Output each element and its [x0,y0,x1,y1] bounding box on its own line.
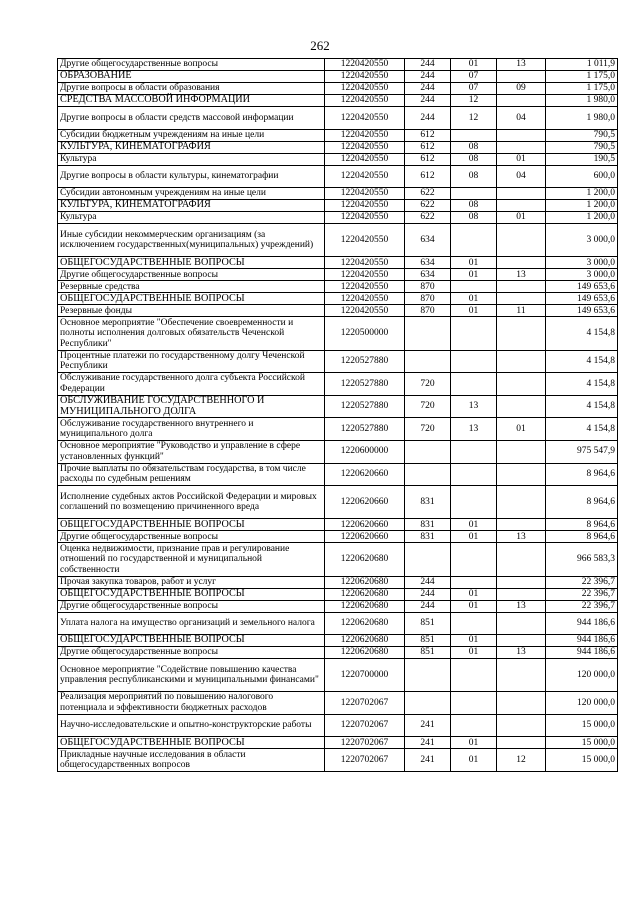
row-section: 07 [451,83,497,95]
row-expense-type: 622 [405,200,451,212]
row-subsection [497,519,546,531]
row-subsection: 12 [497,749,546,772]
row-name: Другие общегосударственные вопросы [58,600,325,612]
row-target-code: 1220620680 [325,600,405,612]
row-name: Другие вопросы в области средств массовой информации [58,107,325,130]
row-amount: 790,5 [546,141,618,153]
row-section [451,350,497,373]
row-target-code: 1220420550 [325,95,405,107]
row-target-code: 1220620660 [325,486,405,519]
table-row [58,543,618,576]
row-subsection: 09 [497,83,546,95]
row-name: Реализация мероприятий по повышению налогового потенциала и эффективности бюджетных расходов [58,692,325,715]
row-subsection [497,635,546,647]
row-section: 07 [451,71,497,83]
row-expense-type: 241 [405,737,451,749]
row-expense-type: 720 [405,418,451,441]
row-target-code: 1220420550 [325,153,405,165]
row-target-code: 1220420550 [325,188,405,200]
row-subsection [497,659,546,692]
row-subsection [497,257,546,269]
row-amount: 3 000,0 [546,224,618,257]
row-target-code: 1220420550 [325,257,405,269]
row-amount: 1 200,0 [546,188,618,200]
row-section: 12 [451,107,497,130]
row-amount: 1 011,9 [546,59,618,71]
row-section [451,543,497,576]
table-row [58,588,618,600]
row-subsection: 13 [497,531,546,543]
row-name: Прикладные научные исследования в области общегосударственных вопросов [58,749,325,772]
row-expense-type: 244 [405,576,451,588]
row-section: 01 [451,749,497,772]
row-section [451,659,497,692]
row-name: КУЛЬТУРА, КИНЕМАТОГРАФИЯ [58,200,325,212]
row-expense-type: 831 [405,486,451,519]
row-expense-type: 870 [405,293,451,305]
table-row [58,418,618,441]
table-row [58,659,618,692]
table-row [58,463,618,486]
row-subsection [497,737,546,749]
table-row [58,257,618,269]
row-target-code: 1220420550 [325,59,405,71]
row-section [451,188,497,200]
row-name: Уплата налога на имущество организаций и земельного налога [58,612,325,635]
row-expense-type: 244 [405,588,451,600]
table-row [58,600,618,612]
row-name: Процентные платежи по государственному долгу Чеченской Республики [58,350,325,373]
row-section [451,373,497,396]
row-name: Основное мероприятие "Содействие повышению качества управления республиканскими и муниципальными финансами" [58,659,325,692]
row-target-code: 1220702067 [325,714,405,737]
row-subsection [497,395,546,418]
row-amount: 8 964,6 [546,519,618,531]
row-target-code: 1220527880 [325,350,405,373]
row-section: 01 [451,531,497,543]
row-name: Другие вопросы в области культуры, кинематографии [58,165,325,188]
table-row [58,71,618,83]
row-target-code: 1220702067 [325,737,405,749]
row-expense-type: 831 [405,519,451,531]
row-amount: 190,5 [546,153,618,165]
row-target-code: 1220420550 [325,107,405,130]
row-name: ОБЩЕГОСУДАРСТВЕННЫЕ ВОПРОСЫ [58,588,325,600]
table-row [58,486,618,519]
row-name: ОБЩЕГОСУДАРСТВЕННЫЕ ВОПРОСЫ [58,519,325,531]
row-amount: 1 980,0 [546,107,618,130]
row-expense-type: 720 [405,395,451,418]
row-target-code: 1220620680 [325,576,405,588]
row-subsection [497,714,546,737]
row-section: 01 [451,519,497,531]
row-section: 13 [451,395,497,418]
row-subsection [497,317,546,350]
row-subsection: 01 [497,418,546,441]
table-row [58,519,618,531]
row-target-code: 1220620660 [325,463,405,486]
row-section: 01 [451,59,497,71]
row-target-code: 1220620680 [325,543,405,576]
table-row [58,153,618,165]
row-amount: 4 154,8 [546,373,618,396]
table-row [58,576,618,588]
table-row [58,129,618,141]
row-subsection: 01 [497,153,546,165]
row-target-code: 1220500000 [325,317,405,350]
row-subsection [497,576,546,588]
row-name: ОБЩЕГОСУДАРСТВЕННЫЕ ВОПРОСЫ [58,635,325,647]
row-expense-type [405,440,451,463]
table-row [58,293,618,305]
row-subsection: 04 [497,165,546,188]
row-name: ОБЩЕГОСУДАРСТВЕННЫЕ ВОПРОСЫ [58,257,325,269]
row-subsection [497,141,546,153]
row-section: 01 [451,305,497,317]
row-name: Основное мероприятие "Обеспечение своевременности и полноты исполнения долговых обязательств Чеченской Республики" [58,317,325,350]
row-target-code: 1220420550 [325,141,405,153]
row-amount: 22 396,7 [546,588,618,600]
row-name: КУЛЬТУРА, КИНЕМАТОГРАФИЯ [58,141,325,153]
row-section [451,463,497,486]
row-amount: 1 175,0 [546,83,618,95]
row-target-code: 1220420550 [325,165,405,188]
row-name: Другие общегосударственные вопросы [58,531,325,543]
row-section [451,317,497,350]
table-row [58,692,618,715]
row-section: 08 [451,212,497,224]
row-subsection [497,200,546,212]
row-name: Резервные фонды [58,305,325,317]
table-row [58,350,618,373]
row-section: 13 [451,418,497,441]
row-section [451,486,497,519]
row-amount: 1 980,0 [546,95,618,107]
row-subsection [497,373,546,396]
row-amount: 1 200,0 [546,200,618,212]
row-target-code: 1220527880 [325,418,405,441]
table-row [58,269,618,281]
row-section: 01 [451,269,497,281]
table-row [58,141,618,153]
row-target-code: 1220620680 [325,647,405,659]
row-amount: 149 653,6 [546,281,618,293]
row-amount: 975 547,9 [546,440,618,463]
row-name: Исполнение судебных актов Российской Федерации и мировых соглашений по возмещению причиненного вреда [58,486,325,519]
table-row [58,612,618,635]
row-target-code: 1220420550 [325,129,405,141]
row-section [451,612,497,635]
row-expense-type: 851 [405,647,451,659]
row-subsection [497,188,546,200]
row-expense-type: 244 [405,59,451,71]
table-row [58,395,618,418]
row-subsection: 13 [497,59,546,71]
row-section: 01 [451,647,497,659]
row-name: Культура [58,212,325,224]
row-subsection [497,71,546,83]
row-subsection [497,486,546,519]
row-target-code: 1220702067 [325,749,405,772]
row-name: ОБСЛУЖИВАНИЕ ГОСУДАРСТВЕННОГО И МУНИЦИПАЛЬНОГО ДОЛГА [58,395,325,418]
row-expense-type: 870 [405,305,451,317]
row-target-code: 1220420550 [325,293,405,305]
row-subsection [497,95,546,107]
row-target-code: 1220620660 [325,519,405,531]
row-expense-type: 634 [405,257,451,269]
row-expense-type [405,659,451,692]
row-name: Оценка недвижимости, признание прав и регулирование отношений по государственной и муниципальной собственности [58,543,325,576]
row-expense-type: 831 [405,531,451,543]
row-amount: 22 396,7 [546,600,618,612]
row-target-code: 1220620680 [325,635,405,647]
row-amount: 149 653,6 [546,305,618,317]
row-amount: 600,0 [546,165,618,188]
row-expense-type: 612 [405,141,451,153]
row-subsection [497,281,546,293]
row-name: ОБЩЕГОСУДАРСТВЕННЫЕ ВОПРОСЫ [58,737,325,749]
row-target-code: 1220700000 [325,659,405,692]
row-name: Культура [58,153,325,165]
row-expense-type: 244 [405,83,451,95]
row-expense-type: 634 [405,224,451,257]
row-subsection: 11 [497,305,546,317]
row-expense-type: 622 [405,212,451,224]
row-subsection: 01 [497,212,546,224]
row-amount: 149 653,6 [546,293,618,305]
row-expense-type: 244 [405,107,451,130]
table-row [58,165,618,188]
row-target-code: 1220420550 [325,305,405,317]
row-name: Прочая закупка товаров, работ и услуг [58,576,325,588]
row-amount: 22 396,7 [546,576,618,588]
row-name: Другие общегосударственные вопросы [58,647,325,659]
row-name: Обслуживание государственного внутреннего и муниципального долга [58,418,325,441]
row-section [451,224,497,257]
row-name: Иные субсидии некоммерческим организациям (за исключением государственных(муниципальных) учреждений) [58,224,325,257]
row-section [451,129,497,141]
row-section [451,714,497,737]
row-name: Другие общегосударственные вопросы [58,59,325,71]
row-amount: 944 186,6 [546,635,618,647]
page-number: 262 [310,38,330,53]
table-row [58,107,618,130]
row-amount: 120 000,0 [546,659,618,692]
budget-table [57,58,618,772]
table-row [58,317,618,350]
row-amount: 4 154,8 [546,395,618,418]
row-name: Научно-исследовательские и опытно-конструкторские работы [58,714,325,737]
row-amount: 944 186,6 [546,612,618,635]
row-amount: 8 964,6 [546,463,618,486]
table-row [58,83,618,95]
row-section: 01 [451,293,497,305]
row-name: Обслуживание государственного долга субъекта Российской Федерации [58,373,325,396]
row-amount: 4 154,8 [546,317,618,350]
row-target-code: 1220620680 [325,612,405,635]
row-section: 08 [451,200,497,212]
row-subsection [497,129,546,141]
row-amount: 8 964,6 [546,531,618,543]
table-row [58,714,618,737]
row-amount: 4 154,8 [546,350,618,373]
row-target-code: 1220420550 [325,224,405,257]
row-section: 01 [451,588,497,600]
row-name: Основное мероприятие "Руководство и управление в сфере установленных функций" [58,440,325,463]
row-name: ОБЩЕГОСУДАРСТВЕННЫЕ ВОПРОСЫ [58,293,325,305]
row-expense-type: 851 [405,635,451,647]
table-row [58,373,618,396]
row-target-code: 1220527880 [325,373,405,396]
table-row [58,212,618,224]
row-expense-type [405,463,451,486]
row-section: 08 [451,165,497,188]
table-row [58,749,618,772]
row-expense-type: 870 [405,281,451,293]
row-name: Другие общегосударственные вопросы [58,269,325,281]
table-row [58,737,618,749]
row-subsection: 13 [497,269,546,281]
row-amount: 1 175,0 [546,71,618,83]
row-section: 01 [451,257,497,269]
row-subsection [497,350,546,373]
row-amount: 3 000,0 [546,269,618,281]
row-section: 01 [451,737,497,749]
row-expense-type [405,543,451,576]
row-section: 01 [451,635,497,647]
budget-table-body [58,59,618,772]
row-amount: 15 000,0 [546,714,618,737]
row-expense-type: 244 [405,600,451,612]
row-expense-type: 244 [405,71,451,83]
row-amount: 4 154,8 [546,418,618,441]
row-expense-type: 612 [405,129,451,141]
row-expense-type: 241 [405,714,451,737]
row-target-code: 1220420550 [325,212,405,224]
row-expense-type [405,350,451,373]
table-row [58,281,618,293]
table-row [58,531,618,543]
row-subsection [497,692,546,715]
row-target-code: 1220702067 [325,692,405,715]
row-amount: 1 200,0 [546,212,618,224]
row-name: Субсидии бюджетным учреждениям на иные цели [58,129,325,141]
row-subsection [497,463,546,486]
row-name: Прочие выплаты по обязательствам государства, в том числе расходы по судебным решениям [58,463,325,486]
row-expense-type: 241 [405,749,451,772]
row-expense-type: 244 [405,95,451,107]
row-name: Субсидии автономным учреждениям на иные цели [58,188,325,200]
row-subsection [497,543,546,576]
row-expense-type [405,692,451,715]
row-subsection: 13 [497,647,546,659]
row-target-code: 1220420550 [325,71,405,83]
row-expense-type: 851 [405,612,451,635]
row-subsection: 04 [497,107,546,130]
table-row [58,440,618,463]
row-target-code: 1220600000 [325,440,405,463]
row-expense-type: 612 [405,165,451,188]
table-row [58,224,618,257]
row-section [451,440,497,463]
row-target-code: 1220420550 [325,83,405,95]
row-section [451,576,497,588]
row-expense-type: 634 [405,269,451,281]
row-target-code: 1220620680 [325,588,405,600]
table-row [58,95,618,107]
table-row [58,635,618,647]
row-subsection [497,293,546,305]
row-target-code: 1220420550 [325,200,405,212]
row-expense-type: 720 [405,373,451,396]
row-expense-type: 612 [405,153,451,165]
table-row [58,647,618,659]
row-subsection [497,224,546,257]
table-row [58,59,618,71]
row-section: 08 [451,153,497,165]
row-expense-type [405,317,451,350]
row-subsection [497,588,546,600]
row-section [451,692,497,715]
row-target-code: 1220620660 [325,531,405,543]
row-amount: 120 000,0 [546,692,618,715]
row-section: 01 [451,600,497,612]
row-name: Другие вопросы в области образования [58,83,325,95]
row-amount: 15 000,0 [546,749,618,772]
row-subsection [497,440,546,463]
row-section [451,281,497,293]
table-row [58,305,618,317]
row-amount: 790,5 [546,129,618,141]
row-name: Резервные средства [58,281,325,293]
row-section: 08 [451,141,497,153]
row-amount: 3 000,0 [546,257,618,269]
row-amount: 944 186,6 [546,647,618,659]
row-target-code: 1220420550 [325,281,405,293]
row-amount: 966 583,3 [546,543,618,576]
row-expense-type: 622 [405,188,451,200]
row-amount: 8 964,6 [546,486,618,519]
row-target-code: 1220527880 [325,395,405,418]
row-name: ОБРАЗОВАНИЕ [58,71,325,83]
row-section: 12 [451,95,497,107]
row-amount: 15 000,0 [546,737,618,749]
row-subsection [497,612,546,635]
row-target-code: 1220420550 [325,269,405,281]
table-row [58,188,618,200]
row-name: СРЕДСТВА МАССОВОЙ ИНФОРМАЦИИ [58,95,325,107]
row-subsection: 13 [497,600,546,612]
table-row [58,200,618,212]
